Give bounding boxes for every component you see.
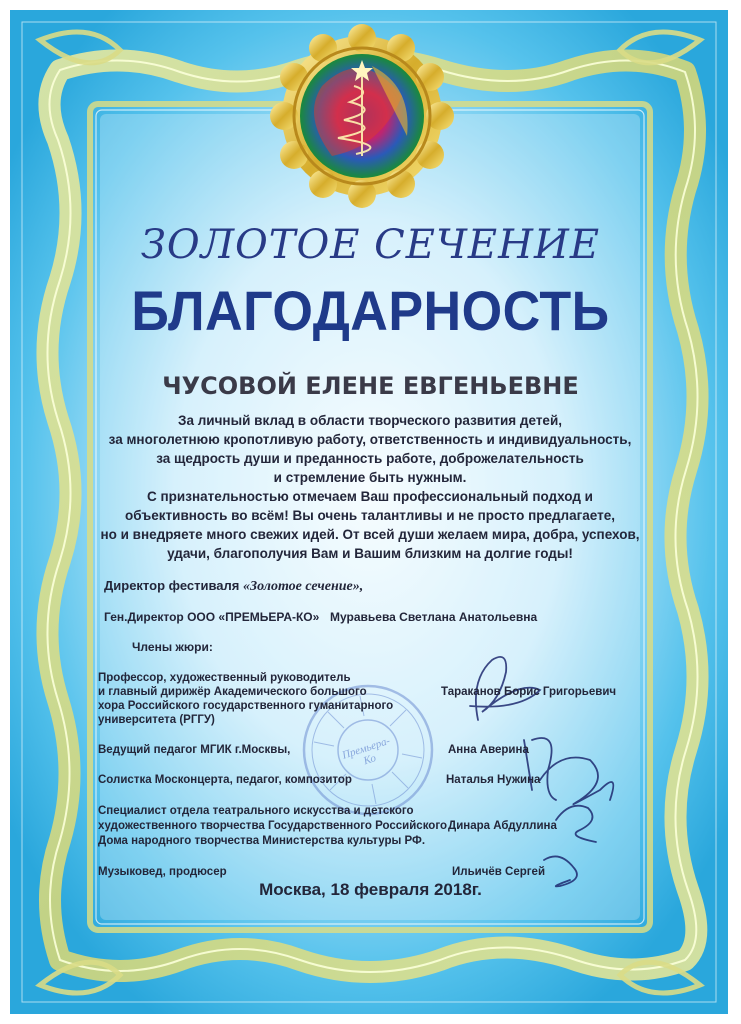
body-line: за многолетнюю кропотливую работу, ответственность и индивидуальность, xyxy=(108,432,632,447)
jury-position-line: университета (РГГУ) xyxy=(98,714,215,726)
jury-member-name: Анна Аверина xyxy=(448,744,529,756)
jury-position-line: Профессор, художественный руководитель xyxy=(98,672,351,684)
jury-position-line: и главный дирижёр Академического большого xyxy=(98,686,367,698)
director-festival-name: «Золотое сечение», xyxy=(243,579,364,594)
general-director-name: Муравьева Светлана Анатольевна xyxy=(330,610,538,624)
stamp-text: Премьера-Ко xyxy=(340,734,392,768)
document-title: БЛАГОДАРНОСТЬ xyxy=(131,279,610,342)
jury-member-name: Тараканов Борис Григорьевич xyxy=(441,686,617,698)
jury-position-line: Музыковед, продюсер xyxy=(98,866,227,878)
jury-position-line: Дома народного творчества Министерства культуры РФ. xyxy=(98,835,426,847)
jury-position-line: Специалист отдела театрального искусства и детского xyxy=(98,805,414,817)
place-and-date: Москва, 18 февраля 2018г. xyxy=(259,880,482,899)
jury-heading: Члены жюри: xyxy=(132,640,213,654)
body-line: удачи, благополучия Вам и Вашим близким на долгие годы! xyxy=(167,546,573,561)
jury-member-name: Наталья Нужина xyxy=(446,774,541,786)
jury-position-line: хора Российского государственного гуманитарного xyxy=(98,700,394,712)
festival-title: ЗОЛОТОЕ СЕЧЕНИЕ xyxy=(140,222,601,268)
body-line: и стремление быть нужным. xyxy=(273,470,467,485)
jury-member-name: Ильичёв Сергей xyxy=(452,866,546,878)
jury-member-name: Динара Абдуллина xyxy=(448,820,557,832)
director-label: Директор фестиваля xyxy=(104,578,240,593)
body-line: За личный вклад в области творческого развития детей, xyxy=(177,413,562,428)
general-director-position: Ген.Директор ООО «ПРЕМЬЕРА-КО» xyxy=(104,610,320,624)
body-line: но и внедряете много свежих идей. От всей души желаем мира, добра, успехов, xyxy=(100,527,640,542)
body-line: за щедрость души и преданность работе, доброжелательность xyxy=(156,451,584,466)
jury-position-line: Ведущий педагог МГИК г.Москвы, xyxy=(98,744,291,756)
body-line: объективность во всём! Вы очень талантливы и не просто предлагаете, xyxy=(125,508,615,523)
body-line: С признательностью отмечаем Ваш профессиональный подход и xyxy=(147,489,593,504)
recipient-name: ЧУСОВОЙ ЕЛЕНЕ ЕВГЕНЬЕВНЕ xyxy=(162,372,579,400)
jury-position-line: Солистка Москонцерта, педагог, композитор xyxy=(98,774,352,786)
director-signature-line xyxy=(104,578,363,595)
jury-position-line: художественного творчества Государственного Российского xyxy=(98,820,447,832)
